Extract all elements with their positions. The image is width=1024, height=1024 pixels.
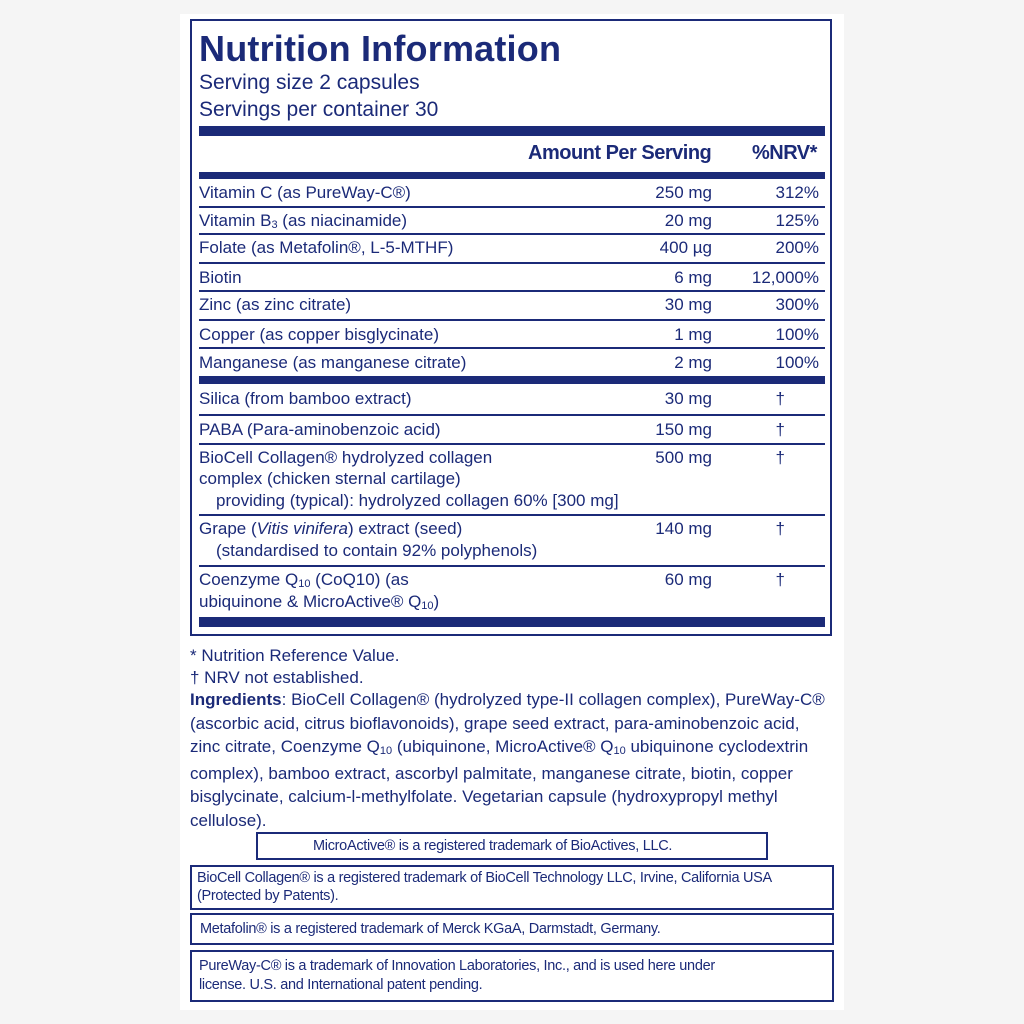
row-divider bbox=[199, 514, 825, 516]
nutrient-name-line-2: (standardised to contain 92% polyphenols) bbox=[216, 541, 538, 560]
nutrient-amount: 500 mg bbox=[655, 448, 712, 467]
nutrient-amount: 140 mg bbox=[655, 519, 712, 538]
nutrient-amount: 150 mg bbox=[655, 420, 712, 439]
trademark-box-microactive bbox=[256, 832, 768, 860]
row-divider bbox=[199, 443, 825, 445]
nutrient-name: Biotin bbox=[199, 268, 242, 287]
nutrient-nrv: † bbox=[775, 570, 785, 589]
nutrient-name: PABA (Para-aminobenzoic acid) bbox=[199, 420, 441, 439]
row-divider bbox=[199, 347, 825, 349]
trademark-box-metafolin bbox=[190, 913, 834, 945]
trademark-box-pureway bbox=[190, 950, 834, 1002]
nutrient-name: Manganese (as manganese citrate) bbox=[199, 353, 467, 372]
row-divider bbox=[199, 319, 825, 321]
servings-per-container: Servings per container 30 bbox=[199, 98, 439, 121]
panel-title: Nutrition Information bbox=[199, 28, 562, 69]
footnote-not-established: † NRV not established. bbox=[190, 668, 364, 687]
nutrient-nrv: 300% bbox=[775, 295, 819, 314]
nutrient-name: Folate (as Metafolin®, L-5-MTHF) bbox=[199, 238, 454, 257]
section-divider bbox=[199, 376, 825, 384]
nutrient-name: Copper (as copper bisglycinate) bbox=[199, 325, 440, 344]
nutrient-nrv: † bbox=[775, 519, 785, 538]
nutrient-name: Vitamin C (as PureWay-C®) bbox=[199, 183, 411, 202]
nutrient-name: Coenzyme Q10 (CoQ10) (as bbox=[199, 570, 409, 590]
trademark-box-biocell bbox=[190, 865, 834, 910]
nutrient-amount: 400 µg bbox=[659, 238, 712, 257]
nutrient-amount: 20 mg bbox=[664, 211, 712, 230]
bottom-divider bbox=[199, 617, 825, 627]
row-divider bbox=[199, 206, 825, 208]
nutrient-nrv: 100% bbox=[775, 353, 819, 372]
thick-divider bbox=[199, 126, 825, 136]
nutrient-nrv: 100% bbox=[775, 325, 819, 344]
trademark-text: Metafolin® is a registered trademark of Merck KGaA, Darmstadt, Germany. bbox=[200, 921, 661, 937]
ingredients-text: Ingredients: BioCell Collagen® (hydrolyzed type-II collagen complex), PureWay-C® (ascorbic acid, citrus bioflavonoids), grape seed extract, para-aminobenzoic acid, zinc citrate, Coenzyme Q10 (ubiquinone, MicroActive® Q10 ubiquinone cyclodextrin complex), bamboo extract, ascorbyl palmitate, manganese citrate, biotin, copper bisglycinate, calcium-l-methylfolate. Vegetarian capsule (hydroxypropyl methyl cellulose). bbox=[190, 690, 825, 830]
nutrient-name-line-2: ubiquinone & MicroActive® Q10) bbox=[199, 592, 440, 612]
row-divider bbox=[199, 565, 825, 567]
nutrient-amount: 60 mg bbox=[664, 570, 712, 589]
footnote-nrv: * Nutrition Reference Value. bbox=[190, 646, 400, 665]
nutrient-amount: 30 mg bbox=[664, 295, 712, 314]
ingredients-label: Ingredients bbox=[190, 690, 282, 709]
nutrient-nrv: † bbox=[775, 389, 785, 408]
serving-size: Serving size 2 capsules bbox=[199, 71, 420, 94]
nutrient-name: Silica (from bamboo extract) bbox=[199, 389, 412, 408]
nutrient-name: BioCell Collagen® hydrolyzed collagen bbox=[199, 448, 493, 467]
nutrient-name-line-3: providing (typical): hydrolyzed collagen 60% [300 mg] bbox=[216, 491, 619, 510]
row-divider bbox=[199, 290, 825, 292]
nutrient-amount: 2 mg bbox=[674, 353, 712, 372]
nutrient-amount: 1 mg bbox=[674, 325, 712, 344]
nutrient-name: Grape (Vitis vinifera) extract (seed) bbox=[199, 519, 463, 538]
trademark-text: MicroActive® is a registered trademark of BioActives, LLC. bbox=[313, 838, 673, 854]
row-divider bbox=[199, 233, 825, 235]
nutrient-name-line-2: complex (chicken sternal cartilage) bbox=[199, 469, 461, 488]
trademark-text-line-2: license. U.S. and International patent pending. bbox=[199, 977, 483, 993]
nutrient-amount: 250 mg bbox=[655, 183, 712, 202]
trademark-text-line-2: (Protected by Patents). bbox=[197, 888, 339, 904]
nutrient-nrv: 200% bbox=[775, 238, 819, 257]
nutrient-nrv: 125% bbox=[775, 211, 819, 230]
header-amount: Amount Per Serving bbox=[528, 142, 712, 164]
row-divider bbox=[199, 414, 825, 416]
nutrient-nrv: † bbox=[775, 448, 785, 467]
trademark-text: BioCell Collagen® is a registered trademark of BioCell Technology LLC, Irvine, California USA bbox=[197, 870, 772, 886]
header-divider bbox=[199, 172, 825, 179]
trademark-text: PureWay-C® is a trademark of Innovation Laboratories, Inc., and is used here under bbox=[199, 958, 715, 974]
nutrient-name: Vitamin B3 (as niacinamide) bbox=[199, 211, 408, 231]
nutrient-nrv: 312% bbox=[775, 183, 819, 202]
header-nrv: %NRV* bbox=[752, 142, 817, 164]
row-divider bbox=[199, 262, 825, 264]
nutrient-amount: 6 mg bbox=[674, 268, 712, 287]
nutrient-name: Zinc (as zinc citrate) bbox=[199, 295, 352, 314]
nutrient-amount: 30 mg bbox=[664, 389, 712, 408]
nutrient-nrv: † bbox=[775, 420, 785, 439]
nutrient-nrv: 12,000% bbox=[751, 268, 819, 287]
